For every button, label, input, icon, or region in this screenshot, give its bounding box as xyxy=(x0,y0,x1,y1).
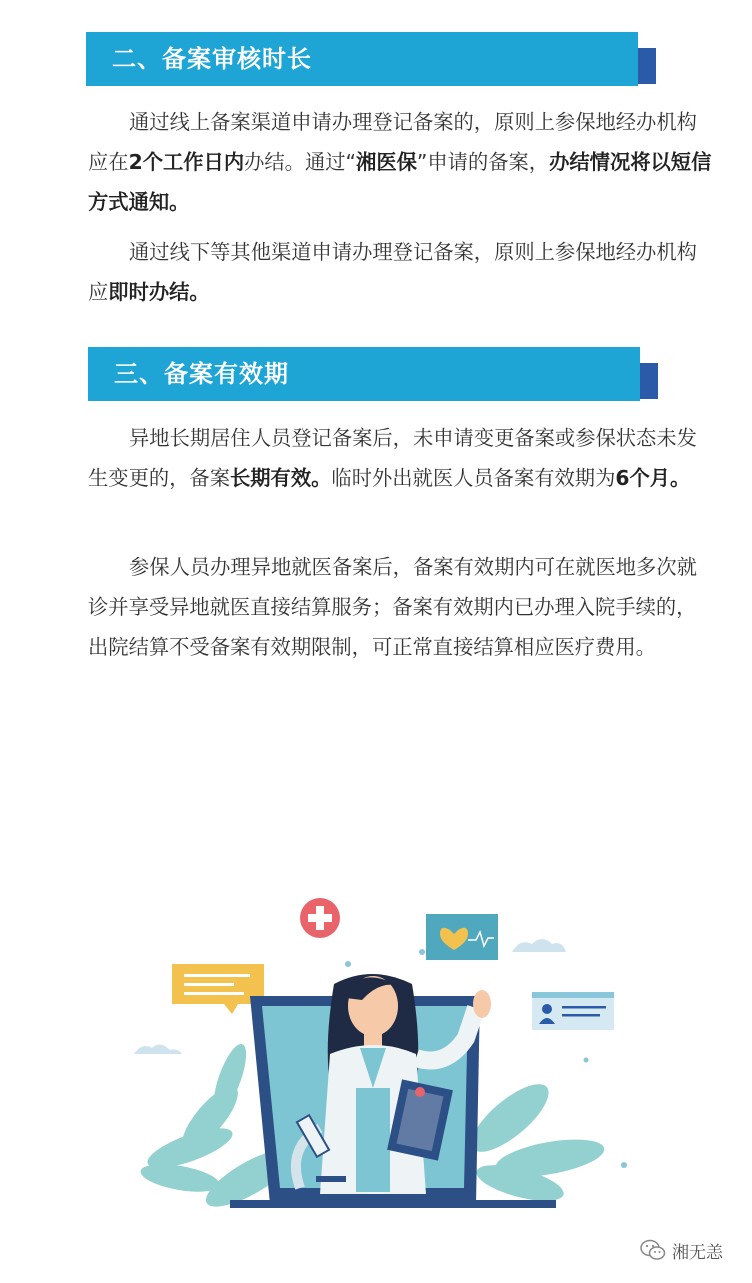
id-card-icon xyxy=(532,992,614,1030)
chat-bubble-icon xyxy=(172,964,264,1014)
header-accent-block xyxy=(638,48,656,84)
brand-name: 湘无恙 xyxy=(672,1242,723,1263)
heartbeat-card-icon xyxy=(426,914,498,960)
wechat-icon xyxy=(640,1239,666,1261)
paragraph-offline-filing: 通过线下等其他渠道申请办理登记备案，原则上参保地经办机构应即时办结。 xyxy=(88,240,697,304)
section-title: 三、备案有效期 xyxy=(114,360,289,388)
highlight-app-name: 湘医保 xyxy=(356,150,417,174)
wechat-brand xyxy=(640,1238,723,1262)
cloud-shape xyxy=(512,939,566,952)
section-header-validity xyxy=(88,347,658,401)
highlight-long-term: 长期有效。 xyxy=(229,466,332,490)
highlight-instant: 即时办结。 xyxy=(108,280,210,304)
header-accent-block xyxy=(640,363,658,399)
highlight-6-months: 6个月。 xyxy=(615,466,691,490)
section-title: 二、备案审核时长 xyxy=(112,45,312,73)
medical-cross-icon xyxy=(300,898,340,938)
paragraph-validity-settlement: 参保人员办理异地就医备案后，备案有效期内可在就医地多次就诊并享受异地就医直接结算服务；备案有效期内已办理入院手续的，出院结算不受备案有效期限制，可正常直接结算相应医疗费用。 xyxy=(88,555,697,659)
leaves-right xyxy=(462,1073,607,1208)
paragraph-validity-long-term: 异地长期居住人员登记备案后，未申请变更备案或参保状态未发生变更的，备案长期有效。临时外出就医人员备案有效期为6个月。 xyxy=(88,426,697,490)
paragraph-online-filing: 通过线上备案渠道申请办理登记备案的，原则上参保地经办机构应在2个工作日内办结。通过“湘医保”申请的备案，办结情况将以短信方式通知。 xyxy=(88,110,712,214)
doctor-illustration xyxy=(120,888,640,1218)
highlight-sms-notice: 办结情况将以短信方式通知。 xyxy=(88,150,712,214)
highlight-2-workdays: 2个工作日内 xyxy=(128,150,245,174)
cloud-shape xyxy=(134,1044,182,1054)
section-header-review-time xyxy=(86,32,656,86)
